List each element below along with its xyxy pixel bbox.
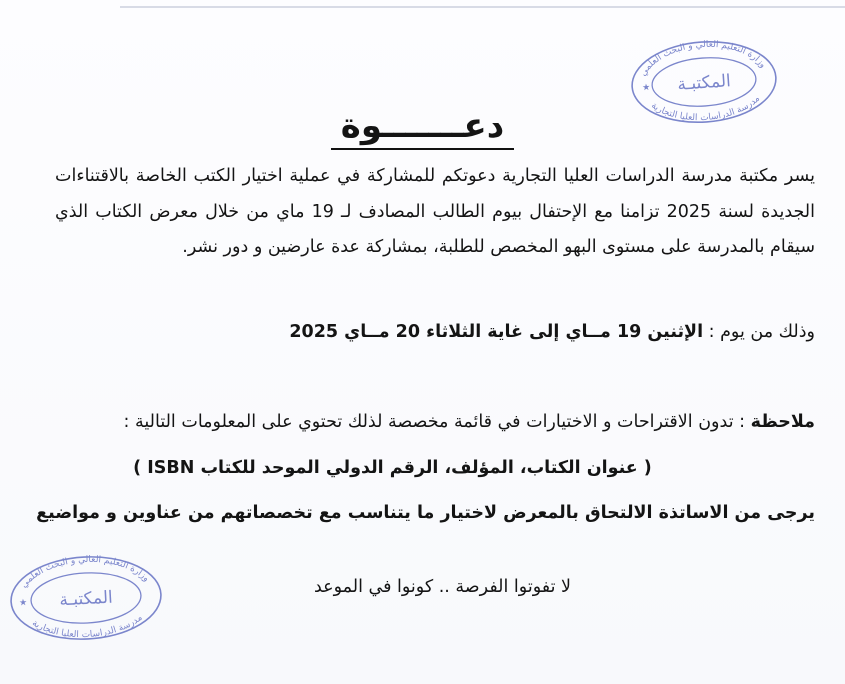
invitation-title: دعـــــــوة xyxy=(0,104,845,150)
svg-text:وزارة التعليم العالي و البحث ا xyxy=(18,552,152,590)
stamp-center-label: المكتبـة xyxy=(58,587,114,611)
stamp-ring-top-text: وزارة التعليم العالي و البحث العلمي xyxy=(19,554,152,591)
fields-line: ( عنوان الكتاب، المؤلف، الرقم الدولي الموحد للكتاب ISBN ) xyxy=(133,458,652,478)
stamp-ring-bottom-text: مدرسة الدراسات العليا التجارية xyxy=(30,612,145,641)
date-line xyxy=(289,322,815,342)
stamp-center-label: المكتبـة xyxy=(676,71,732,95)
invitation-paragraph: يسر مكتبة مدرسة الدراسات العليا التجارية دعوتكم للمشاركة في عملية اختيار الكتب الخاصة بالاقتناءات الجديدة لسنة 2025 تزامنا مع الإحتفال بيوم الطالب المصادف لـ 19 ماي من خلال معرض الكتاب الذي سيقام بالمدرسة على مستوى البهو المخصص للطلبة، بمشاركة عدة عارضين و دور نشر. xyxy=(55,166,815,257)
request-line: يرجى من الاساتذة الالتحاق بالمعرض لاختيار ما يتناسب مع تخصصاتهم من عناوين و مواضيع xyxy=(36,503,815,523)
top-border-line xyxy=(120,6,845,8)
note-line xyxy=(124,412,815,432)
stamp-ring-bottom-text: مدرسة الدراسات العليا التجارية xyxy=(649,93,763,124)
library-stamp-bottom xyxy=(6,552,166,644)
date-range: الإثنين 19 مــاي إلى غاية الثلاثاء 20 مــاي 2025 xyxy=(289,322,704,342)
star-icon: ★ xyxy=(641,82,651,94)
stamp-ring-top-text: وزارة التعليم العالي و البحث العلمي xyxy=(638,39,768,79)
date-prefix: وذلك من يوم : xyxy=(703,322,815,342)
note-label: ملاحظة xyxy=(750,412,815,432)
note-text: : تدون الاقتراحات و الاختيارات في قائمة مخصصة لذلك تحتوي على المعلومات التالية : xyxy=(123,412,751,432)
star-icon: ★ xyxy=(18,598,28,609)
closing-line: لا تفوتوا الفرصة .. كونوا في الموعد xyxy=(313,577,572,597)
